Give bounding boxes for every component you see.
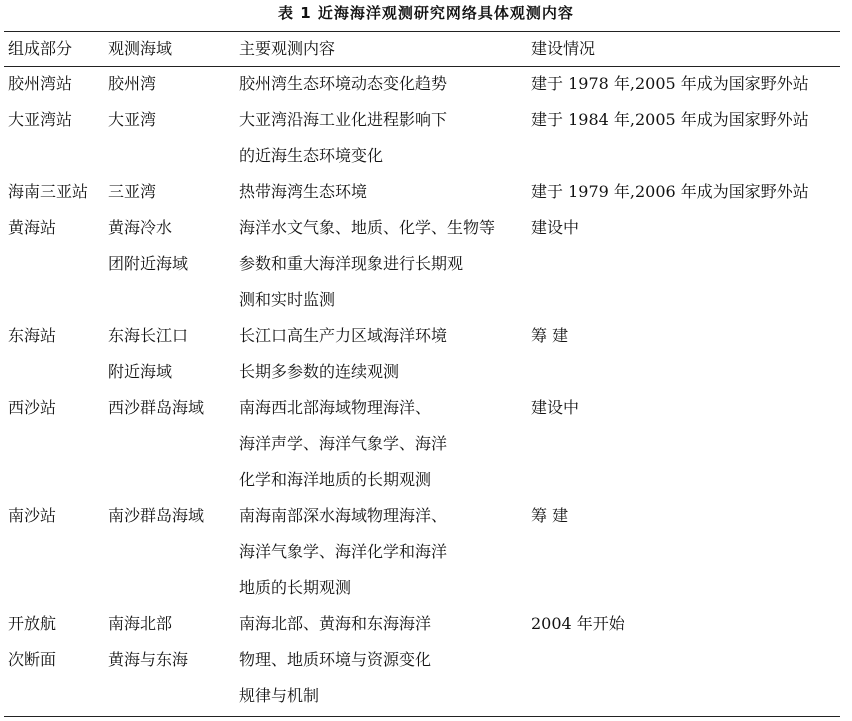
cell-construction-status bbox=[529, 210, 840, 318]
cell-observation-content-line: 海洋气象学、海洋化学和海洋 bbox=[239, 542, 448, 561]
cell-observation-content-line: 海洋水文气象、地质、化学、生物等 bbox=[239, 218, 496, 237]
cell-station bbox=[6, 390, 106, 498]
cell-construction-status-line: 建于 1978 年,2005 年成为国家野外站 bbox=[531, 74, 809, 93]
cell-station-line: 海南三亚站 bbox=[8, 182, 89, 201]
cell-sea-area-line: 团附近海域 bbox=[108, 254, 189, 273]
table-row bbox=[6, 210, 840, 318]
cell-station bbox=[6, 498, 106, 606]
cell-station-line: 胶州湾站 bbox=[8, 74, 73, 93]
cell-observation-content-line: 海洋声学、海洋气象学、海洋 bbox=[239, 434, 448, 453]
cell-sea-area-line: 黄海与东海 bbox=[108, 650, 189, 669]
cell-construction-status-line: 建设中 bbox=[531, 398, 580, 417]
cell-sea-area-line: 南沙群岛海域 bbox=[108, 506, 205, 525]
table-row bbox=[6, 174, 840, 210]
table-row bbox=[6, 102, 840, 174]
cell-station-line: 次断面 bbox=[8, 650, 57, 669]
cell-station bbox=[6, 606, 106, 714]
cell-station bbox=[6, 210, 106, 318]
cell-sea-area-line: 南海北部 bbox=[108, 614, 173, 633]
cell-observation-content-line: 长江口高生产力区域海洋环境 bbox=[239, 326, 448, 345]
cell-construction-status bbox=[529, 606, 840, 714]
cell-observation-content-line: 参数和重大海洋现象进行长期观 bbox=[239, 254, 464, 273]
cell-construction-status bbox=[529, 174, 840, 210]
cell-sea-area bbox=[106, 498, 237, 606]
cell-construction-status bbox=[529, 102, 840, 174]
cell-observation-content-line: 的近海生态环境变化 bbox=[239, 146, 384, 165]
cell-observation-content-line: 大亚湾沿海工业化进程影响下 bbox=[239, 110, 448, 129]
cell-observation-content bbox=[237, 318, 529, 390]
cell-observation-content bbox=[237, 606, 529, 714]
cell-observation-content-line: 热带海湾生态环境 bbox=[239, 182, 368, 201]
table-row bbox=[6, 318, 840, 390]
header-observation-content: 主要观测内容 bbox=[239, 39, 336, 58]
header-row bbox=[6, 32, 840, 66]
cell-sea-area-line: 黄海冷水 bbox=[108, 218, 173, 237]
cell-sea-area bbox=[106, 606, 237, 714]
cell-sea-area-line: 东海长江口 bbox=[108, 326, 189, 345]
cell-construction-status-line: 2004 年开始 bbox=[531, 614, 625, 633]
cell-station-line: 大亚湾站 bbox=[8, 110, 73, 129]
header-sea-area: 观测海域 bbox=[108, 39, 173, 58]
cell-station-line: 开放航 bbox=[8, 614, 57, 633]
cell-sea-area-line: 胶州湾 bbox=[108, 74, 157, 93]
cell-station-line: 南沙站 bbox=[8, 506, 57, 525]
cell-construction-status bbox=[529, 498, 840, 606]
cell-station-line: 东海站 bbox=[8, 326, 57, 345]
cell-station bbox=[6, 318, 106, 390]
cell-sea-area bbox=[106, 102, 237, 174]
observation-table bbox=[6, 32, 840, 714]
cell-station bbox=[6, 66, 106, 102]
cell-construction-status bbox=[529, 318, 840, 390]
cell-observation-content-line: 测和实时监测 bbox=[239, 290, 336, 309]
cell-observation-content-line: 胶州湾生态环境动态变化趋势 bbox=[239, 74, 448, 93]
cell-sea-area bbox=[106, 210, 237, 318]
cell-observation-content bbox=[237, 174, 529, 210]
cell-sea-area-line: 三亚湾 bbox=[108, 182, 157, 201]
cell-observation-content bbox=[237, 390, 529, 498]
cell-sea-area bbox=[106, 318, 237, 390]
cell-sea-area-line: 西沙群岛海域 bbox=[108, 398, 205, 417]
cell-station-line: 西沙站 bbox=[8, 398, 57, 417]
table-row bbox=[6, 498, 840, 606]
cell-observation-content-line: 地质的长期观测 bbox=[239, 578, 352, 597]
cell-observation-content-line: 南海南部深水海域物理海洋、 bbox=[239, 506, 448, 525]
cell-station-line: 黄海站 bbox=[8, 218, 57, 237]
cell-construction-status bbox=[529, 390, 840, 498]
cell-sea-area bbox=[106, 66, 237, 102]
cell-station bbox=[6, 174, 106, 210]
table-row bbox=[6, 66, 840, 102]
cell-observation-content-line: 化学和海洋地质的长期观测 bbox=[239, 470, 432, 489]
cell-construction-status-line: 筹 建 bbox=[531, 506, 569, 525]
table-caption: 表 1 近海海洋观测研究网络具体观测内容 bbox=[278, 4, 574, 22]
cell-observation-content-line: 南海北部、黄海和东海海洋 bbox=[239, 614, 432, 633]
cell-observation-content bbox=[237, 102, 529, 174]
cell-construction-status-line: 建于 1979 年,2006 年成为国家野外站 bbox=[531, 182, 809, 201]
cell-observation-content-line: 长期多参数的连续观测 bbox=[239, 362, 400, 381]
cell-observation-content bbox=[237, 210, 529, 318]
header-component: 组成部分 bbox=[8, 39, 73, 58]
table-bottom-rule bbox=[4, 716, 840, 717]
table-row bbox=[6, 606, 840, 714]
cell-construction-status-line: 建设中 bbox=[531, 218, 580, 237]
cell-observation-content-line: 物理、地质环境与资源变化 bbox=[239, 650, 432, 669]
cell-observation-content bbox=[237, 66, 529, 102]
cell-station bbox=[6, 102, 106, 174]
cell-observation-content-line: 南海西北部海域物理海洋、 bbox=[239, 398, 432, 417]
cell-sea-area-line: 附近海域 bbox=[108, 362, 173, 381]
cell-construction-status-line: 筹 建 bbox=[531, 326, 569, 345]
cell-sea-area bbox=[106, 390, 237, 498]
cell-construction-status-line: 建于 1984 年,2005 年成为国家野外站 bbox=[531, 110, 809, 129]
header-construction-status: 建设情况 bbox=[531, 39, 596, 58]
cell-sea-area-line: 大亚湾 bbox=[108, 110, 157, 129]
cell-observation-content-line: 规律与机制 bbox=[239, 686, 320, 705]
cell-construction-status bbox=[529, 66, 840, 102]
cell-observation-content bbox=[237, 498, 529, 606]
table-row bbox=[6, 390, 840, 498]
cell-sea-area bbox=[106, 174, 237, 210]
